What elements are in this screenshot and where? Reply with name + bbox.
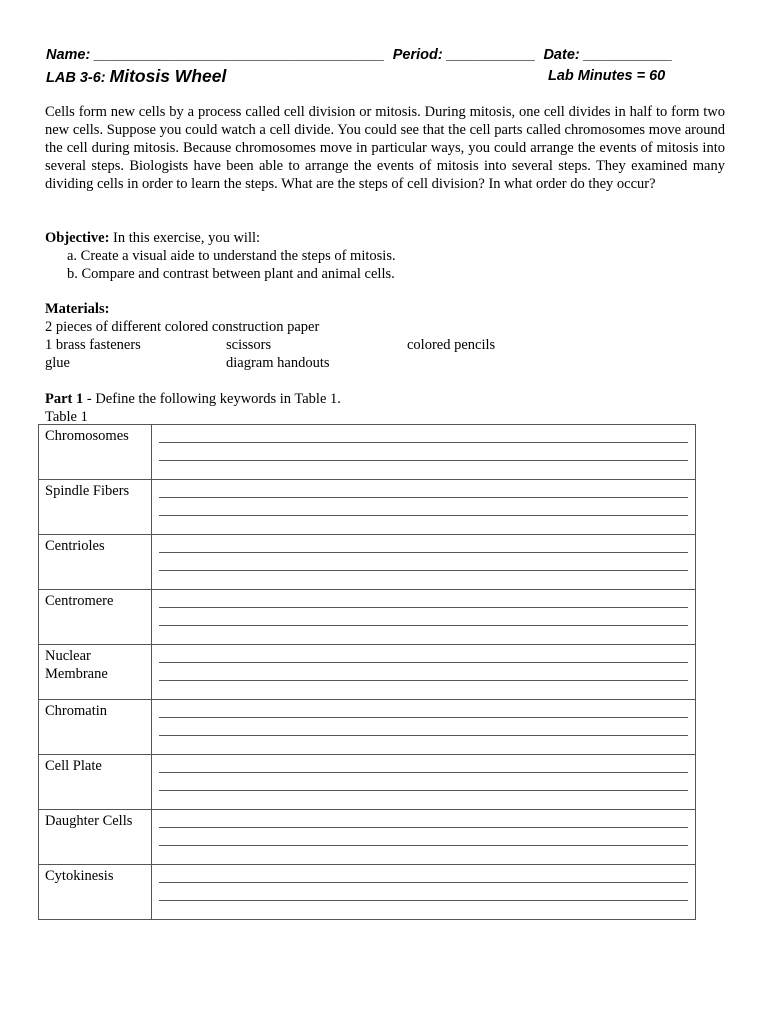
answer-cell[interactable] bbox=[152, 755, 696, 810]
lab-heading bbox=[46, 66, 226, 87]
materials-heading: Materials: bbox=[45, 301, 110, 317]
material-item bbox=[407, 354, 588, 372]
table-row bbox=[39, 425, 696, 480]
answer-cell[interactable] bbox=[152, 480, 696, 535]
answer-line bbox=[159, 757, 688, 773]
header-name-period-date: Name: ____________________________________ Period: ___________ Date: ___________ bbox=[46, 47, 673, 63]
answer-cell[interactable] bbox=[152, 535, 696, 590]
table-row bbox=[39, 755, 696, 810]
answer-line bbox=[159, 663, 688, 681]
materials-line: 2 pieces of different colored construction paper bbox=[45, 319, 320, 335]
answer-line bbox=[159, 718, 688, 736]
answer-cell[interactable] bbox=[152, 810, 696, 865]
answer-cell[interactable] bbox=[152, 865, 696, 920]
answer-line bbox=[159, 828, 688, 846]
materials-label bbox=[45, 300, 725, 318]
objective-label: Objective: bbox=[45, 230, 110, 246]
lab-minutes: Lab Minutes = 60 bbox=[548, 68, 666, 84]
answer-line bbox=[159, 443, 688, 461]
materials-section bbox=[45, 300, 725, 372]
objective-lead: In this exercise, you will: bbox=[109, 230, 261, 246]
objective-item: b. Compare and contrast between plant and animal cells. bbox=[67, 266, 395, 282]
term-cell: Centromere bbox=[39, 590, 152, 645]
material-item: glue bbox=[45, 355, 70, 371]
part1-label: Part 1 bbox=[45, 391, 84, 407]
answer-cell[interactable] bbox=[152, 645, 696, 700]
answer-line bbox=[159, 537, 688, 553]
table-row bbox=[39, 590, 696, 645]
answer-line bbox=[159, 867, 688, 883]
answer-cell[interactable] bbox=[152, 700, 696, 755]
answer-line bbox=[159, 608, 688, 626]
lab-title: Mitosis Wheel bbox=[109, 66, 227, 86]
part1-section bbox=[45, 390, 725, 426]
term-cell: Cytokinesis bbox=[39, 865, 152, 920]
answer-line bbox=[159, 702, 688, 718]
answer-line bbox=[159, 482, 688, 498]
table-row bbox=[39, 700, 696, 755]
answer-line bbox=[159, 647, 688, 663]
part1-text: - Define the following keywords in Table 1. bbox=[83, 391, 341, 407]
table-row bbox=[39, 480, 696, 535]
answer-cell[interactable] bbox=[152, 590, 696, 645]
answer-line bbox=[159, 427, 688, 443]
definitions-table bbox=[38, 424, 696, 920]
term-cell: Centrioles bbox=[39, 535, 152, 590]
material-item: scissors bbox=[226, 337, 272, 353]
answer-line bbox=[159, 773, 688, 791]
table-caption: Table 1 bbox=[45, 409, 88, 425]
material-item: diagram handouts bbox=[226, 355, 330, 371]
material-item: 1 brass fasteners bbox=[45, 337, 141, 353]
intro-paragraph: Cells form new cells by a process called cell division or mitosis. During mitosis, one cell divides in half to form two new cells. Suppose you could watch a cell divide. You could see that the cell parts called chromosomes move around the cell during mitosis. Because chromosomes move in particular ways, you could arrange the events of mitosis into several steps. Biologists have been able to arrange the events of mitosis into several steps. They examined many dividing cells in order to learn the steps. What are the steps of cell division? In what order do they occur? bbox=[45, 104, 725, 192]
lab-number: LAB 3-6: bbox=[46, 70, 110, 86]
objective-section bbox=[45, 229, 725, 283]
table-row bbox=[39, 645, 696, 700]
answer-line bbox=[159, 553, 688, 571]
term-cell: Daughter Cells bbox=[39, 810, 152, 865]
objective-list bbox=[45, 247, 725, 283]
term-cell: Spindle Fibers bbox=[39, 480, 152, 535]
term-cell: Cell Plate bbox=[39, 755, 152, 810]
term-cell: Chromatin bbox=[39, 700, 152, 755]
table-row bbox=[39, 865, 696, 920]
part1-instruction bbox=[45, 390, 725, 408]
term-cell: Chromosomes bbox=[39, 425, 152, 480]
answer-line bbox=[159, 498, 688, 516]
material-item: colored pencils bbox=[407, 337, 496, 353]
answer-line bbox=[159, 883, 688, 901]
term-cell: Nuclear Membrane bbox=[39, 645, 152, 700]
materials-grid bbox=[45, 336, 725, 372]
table-row bbox=[39, 535, 696, 590]
answer-line bbox=[159, 592, 688, 608]
answer-line bbox=[159, 812, 688, 828]
objective-heading bbox=[45, 229, 725, 247]
table-row bbox=[39, 810, 696, 865]
objective-item: a. Create a visual aide to understand the steps of mitosis. bbox=[67, 248, 396, 264]
answer-cell[interactable] bbox=[152, 425, 696, 480]
